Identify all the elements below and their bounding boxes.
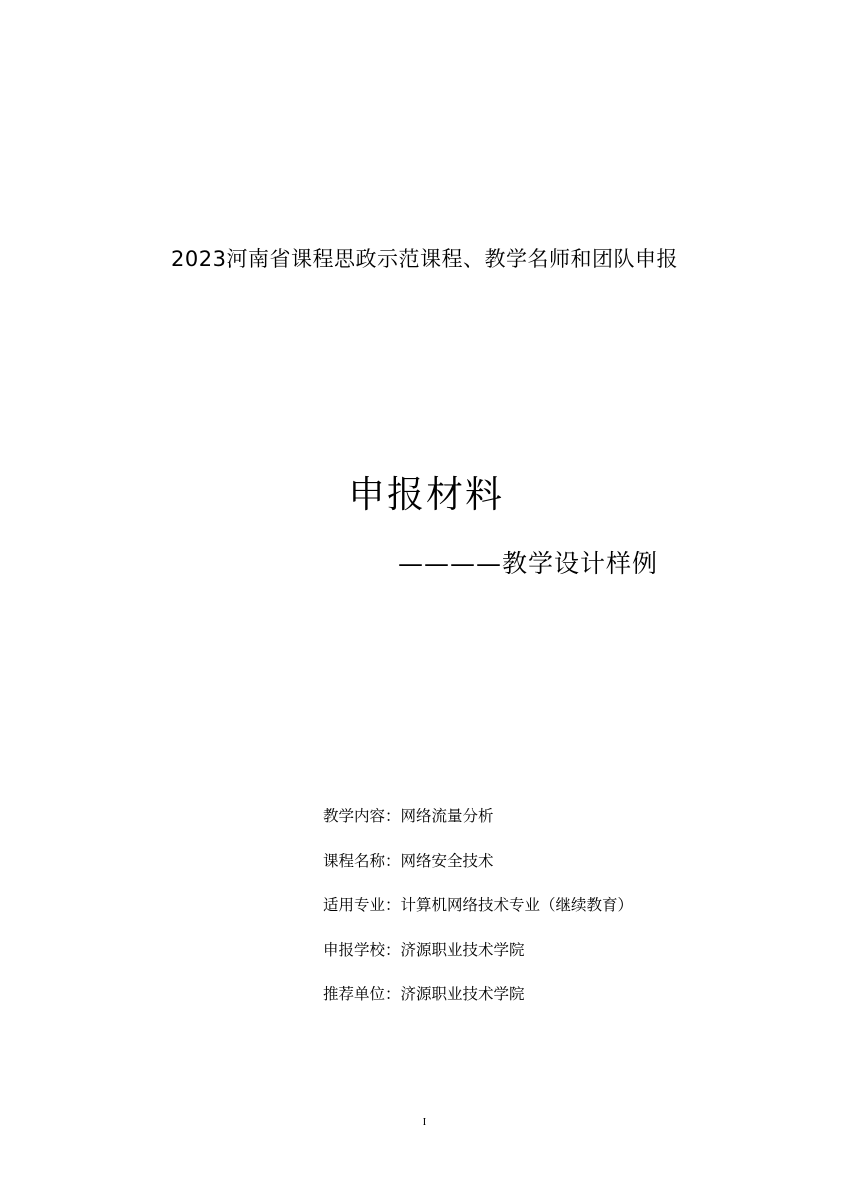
info-block [323,803,633,1026]
info-value: 网络流量分析 [400,807,494,825]
info-label: 推荐单位： [323,985,401,1003]
subtitle: ————教学设计样例 [398,549,659,578]
info-row-school [323,937,633,982]
info-label: 课程名称： [323,851,401,870]
info-label: 申报学校： [323,940,401,959]
info-value: 计算机网络技术专业（继续教育） [400,896,634,914]
info-row-major [323,892,633,937]
main-title: 申报材料 [348,473,504,516]
info-value: 济源职业技术学院 [400,940,525,959]
page-number: I [422,1116,427,1128]
info-row-teaching-content [323,803,633,848]
info-value: 网络安全技术 [400,851,494,870]
info-row-course-name [323,848,633,893]
header-title: 2023河南省课程思政示范课程、教学名师和团队申报 [171,247,678,271]
info-row-recommender [323,981,633,1026]
info-value: 济源职业技术学院 [400,985,525,1003]
info-label: 教学内容： [323,807,401,825]
info-label: 适用专业： [323,896,401,914]
